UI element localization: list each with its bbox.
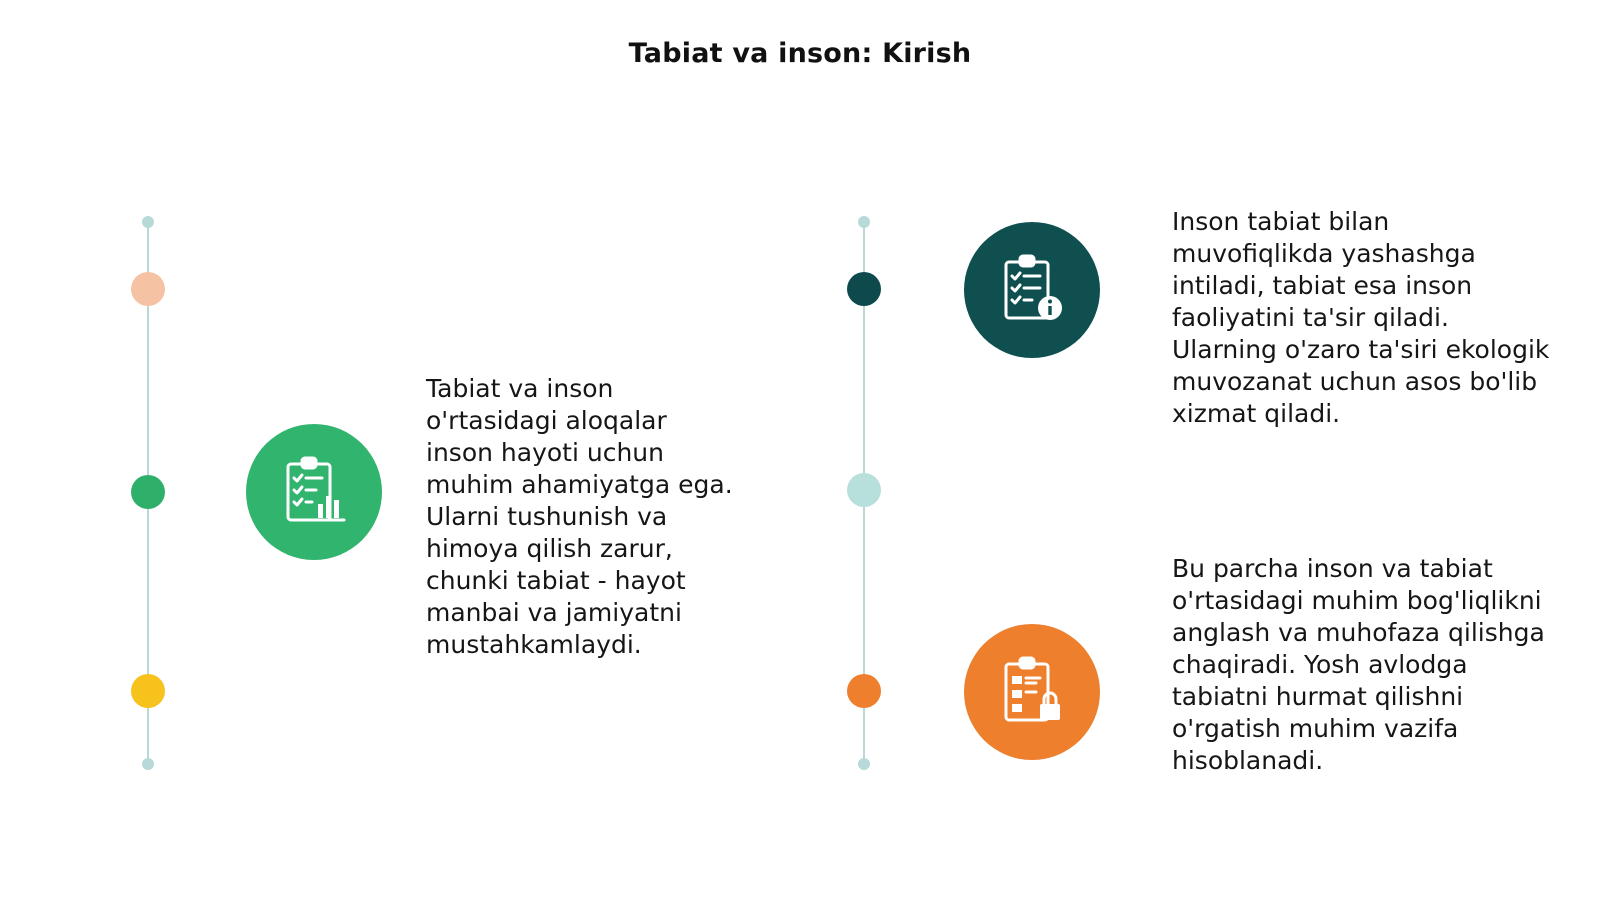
timeline-node-orange: [847, 674, 881, 708]
timeline-endcap-bottom: [858, 758, 870, 770]
timeline-node-dark-teal: [847, 272, 881, 306]
clipboard-lock-icon: [964, 624, 1100, 760]
item-text-2: Inson tabiat bilan muvofiqlikda yashashga intiladi, tabiat esa inson faoliyatini ta'sir qiladi. Ularning o'zaro ta'siri ekologik muvozanat uchun asos bo'lib xizmat qiladi.: [1172, 207, 1550, 428]
clipboard-info-icon: [964, 222, 1100, 358]
item-text-1: Tabiat va inson o'rtasidagi aloqalar inson hayoti uchun muhim ahamiyatga ega. Ularni tushunish va himoya qilish zarur, chunki tabiat - hayot manbai va jamiyatni mustahkamlaydi.: [426, 374, 733, 659]
item-text-3: Bu parcha inson va tabiat o'rtasidagi muhim bog'liqlikni anglash va muhofaza qilishga chaqiradi. Yosh avlodga tabiatni hurmat qilishni o'rgatish muhim vazifa hisoblanadi.: [1172, 554, 1545, 775]
timeline-endcap-bottom: [142, 758, 154, 770]
timeline-node-light-teal: [847, 473, 881, 507]
page-title: Tabiat va inson: Kirish: [628, 38, 972, 69]
timeline-node-green: [131, 475, 165, 509]
timeline-node-peach: [131, 272, 165, 306]
clipboard-chart-icon: [246, 424, 382, 560]
timeline-node-yellow: [131, 674, 165, 708]
